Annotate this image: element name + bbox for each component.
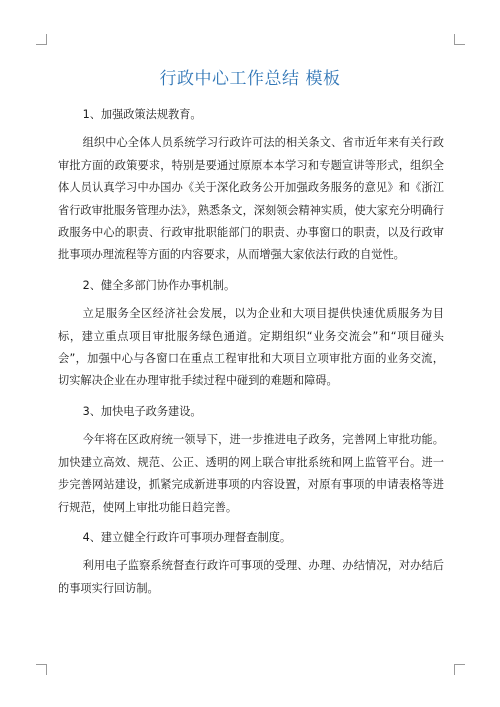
section-heading-1: 1、加强政策法规教育。: [82, 108, 202, 121]
crop-mark-bottom-right: [454, 664, 465, 675]
section-heading-3: 3、加快电子政务建设。: [82, 404, 202, 418]
crop-mark-bottom-left: [36, 664, 47, 675]
section-paragraph-4: 利用电子监察系统督查行政许可事项的受理、办理、办结情况，对办结后的事项实行回访制。: [58, 559, 444, 595]
document-body: [58, 104, 444, 608]
section-heading-4: 4、建立健全行政许可事项办理督查制度。: [82, 530, 292, 544]
crop-mark-top-left: [36, 34, 47, 45]
section-heading-2: 2、健全多部门协作办事机制。: [82, 278, 236, 292]
section-paragraph-2: 立足服务全区经济社会发展，以为企业和大项目提供快速优质服务为目标，建立重点项目审批服务绿色通道。定期组织“业务交流会”和“项目碰头会”，加强中心与各窗口在重点工程审批和大项目立项审批方面的业务交流，切实解决企业在办理审批手续过程中碰到的难题和障碍。: [58, 307, 444, 388]
section-paragraph-3: 今年将在区政府统一领导下，进一步推进电子政务，完善网上审批功能。加快建立高效、规范、公正、透明的网上联合审批系统和网上监管平台。进一步完善网站建设，抓紧完成新进事项的内容设置，对原有事项的申请表格等进行规范，使网上审批功能日趋完善。: [58, 433, 444, 514]
crop-mark-top-right: [454, 34, 465, 45]
section-paragraph-1: 组织中心全体人员系统学习行政许可法的相关条文、省市近年来有关行政审批方面的政策要求，特别是要通过原原本本学习和专题宣讲等形式，组织全体人员认真学习中办国办《关于深化政务公开加强政务服务的意见》和《浙江省行政审批服务管理办法》，熟悉条文，深刻领会精神实质，使大家充分明确行政服务中心的职责、行政审批职能部门的职责、办事窗口的职责，以及行政审批事项办理流程等方面的内容要求，从而增强大家依法行政的自觉性。: [58, 136, 444, 262]
document-title: 行政中心工作总结 模板: [159, 69, 341, 89]
